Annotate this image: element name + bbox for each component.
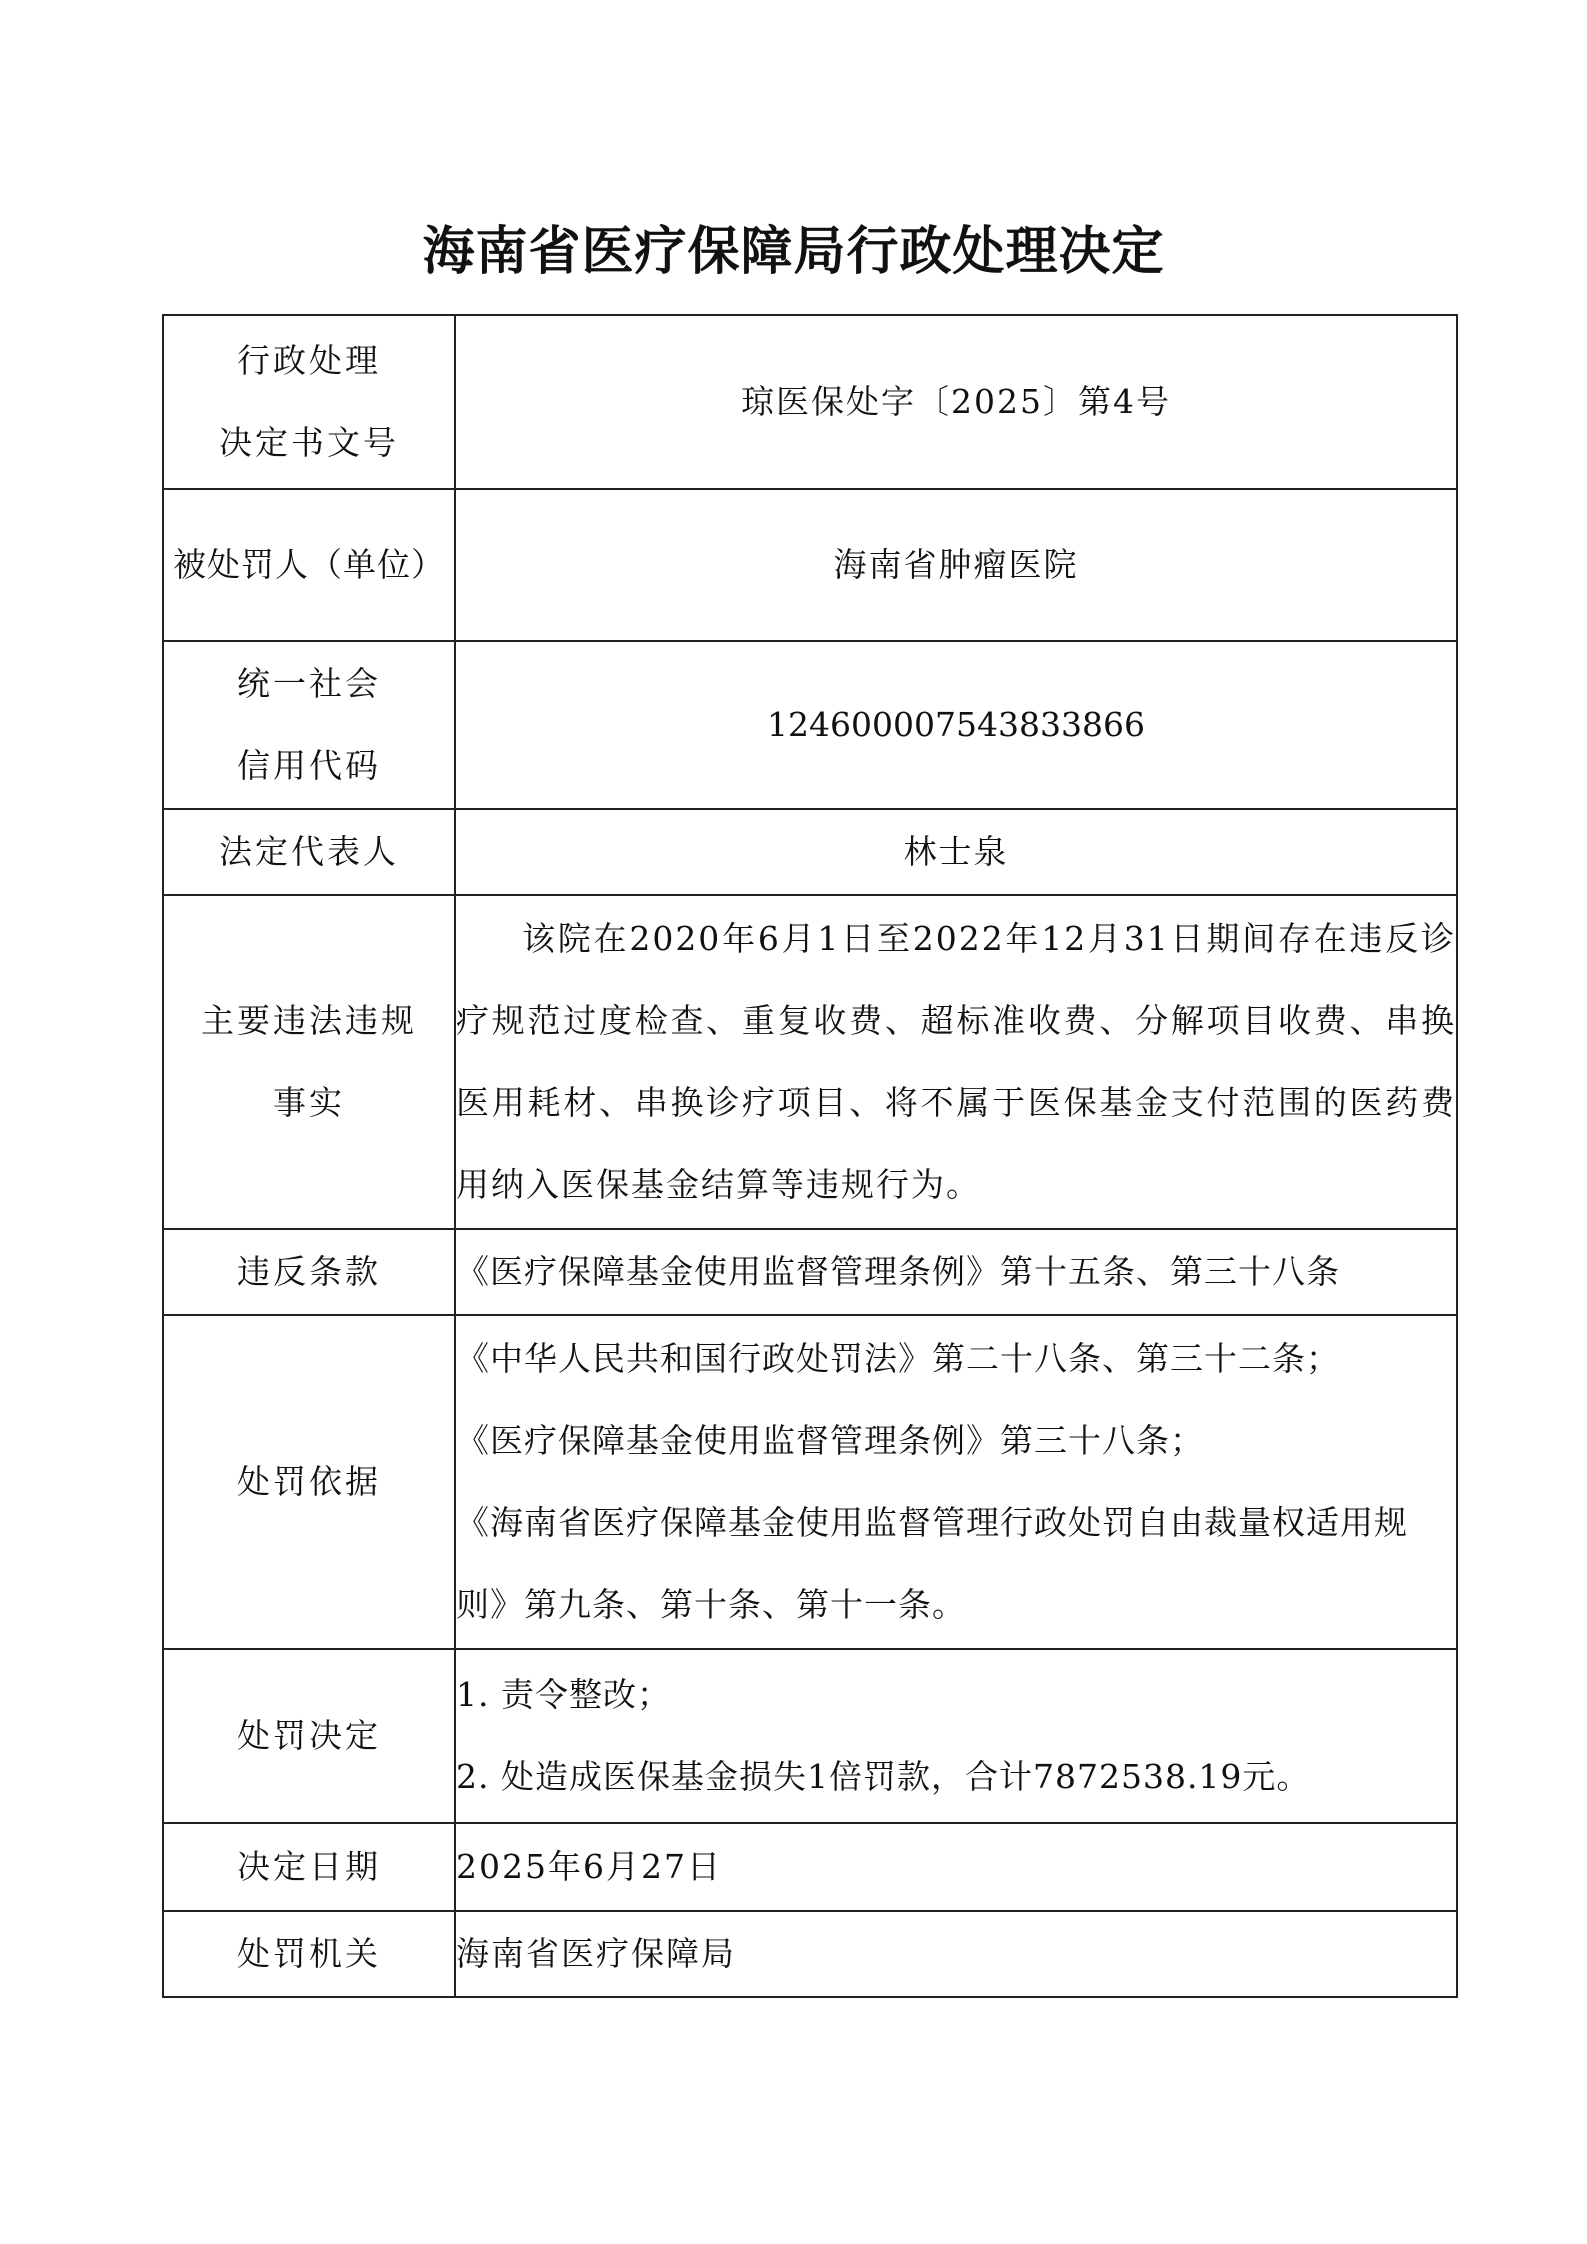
authority-value: 海南省医疗保障局 [455, 1911, 1457, 1997]
decision-date-label: 决定日期 [163, 1823, 455, 1911]
facts-value: 该院在2020年6月1日至2022年12月31日期间存在违反诊疗规范过度检查、重复收费、超标准收费、分解项目收费、串换医用耗材、串换诊疗项目、将不属于医保基金支付范围的医药费用纳入医保基金结算等违规行为。 [455, 895, 1457, 1229]
decision-value [455, 1649, 1457, 1823]
credit-code-label: 统一社会 信用代码 [163, 641, 455, 809]
basis-line: 《海南省医疗保障基金使用监督管理行政处罚自由裁量权适用规则》第九条、第十条、第十一条。 [456, 1503, 1408, 1624]
doc-number-value: 琼医保处字〔2025〕第4号 [455, 315, 1457, 489]
decision-item: 2. 处造成医保基金损失1倍罚款，合计7872538.19元。 [456, 1757, 1311, 1796]
table-row [163, 895, 1457, 1229]
party-value: 海南省肿瘤医院 [455, 489, 1457, 641]
table-row [163, 1649, 1457, 1823]
table-row [163, 809, 1457, 895]
decision-date-value: 2025年6月27日 [455, 1823, 1457, 1911]
basis-value [455, 1315, 1457, 1649]
authority-label: 处罚机关 [163, 1911, 455, 1997]
legal-rep-label: 法定代表人 [163, 809, 455, 895]
party-label: 被处罚人（单位） [163, 489, 455, 641]
document-title: 海南省医疗保障局行政处理决定 [422, 222, 1165, 282]
legal-rep-value: 林士泉 [455, 809, 1457, 895]
basis-line: 《医疗保障基金使用监督管理条例》第三十八条； [456, 1421, 1204, 1460]
decision-table [162, 314, 1458, 1998]
table-row [163, 1315, 1457, 1649]
basis-label: 处罚依据 [163, 1315, 455, 1649]
violated-clauses-value: 《医疗保障基金使用监督管理条例》第十五条、第三十八条 [455, 1229, 1457, 1315]
credit-code-value: 12460000754383386​6 [455, 641, 1457, 809]
table-row [163, 1911, 1457, 1997]
facts-label: 主要违法违规 事实 [163, 895, 455, 1229]
violated-clauses-label: 违反条款 [163, 1229, 455, 1315]
table-row [163, 1229, 1457, 1315]
decision-label: 处罚决定 [163, 1649, 455, 1823]
table-row [163, 489, 1457, 641]
table-row [163, 1823, 1457, 1911]
decision-item: 1. 责令整改； [456, 1675, 671, 1714]
doc-number-label: 行政处理 决定书文号 [163, 315, 455, 489]
basis-line: 《中华人民共和国行政处罚法》第二十八条、第三十二条； [456, 1339, 1340, 1378]
table-row [163, 315, 1457, 489]
table-row [163, 641, 1457, 809]
